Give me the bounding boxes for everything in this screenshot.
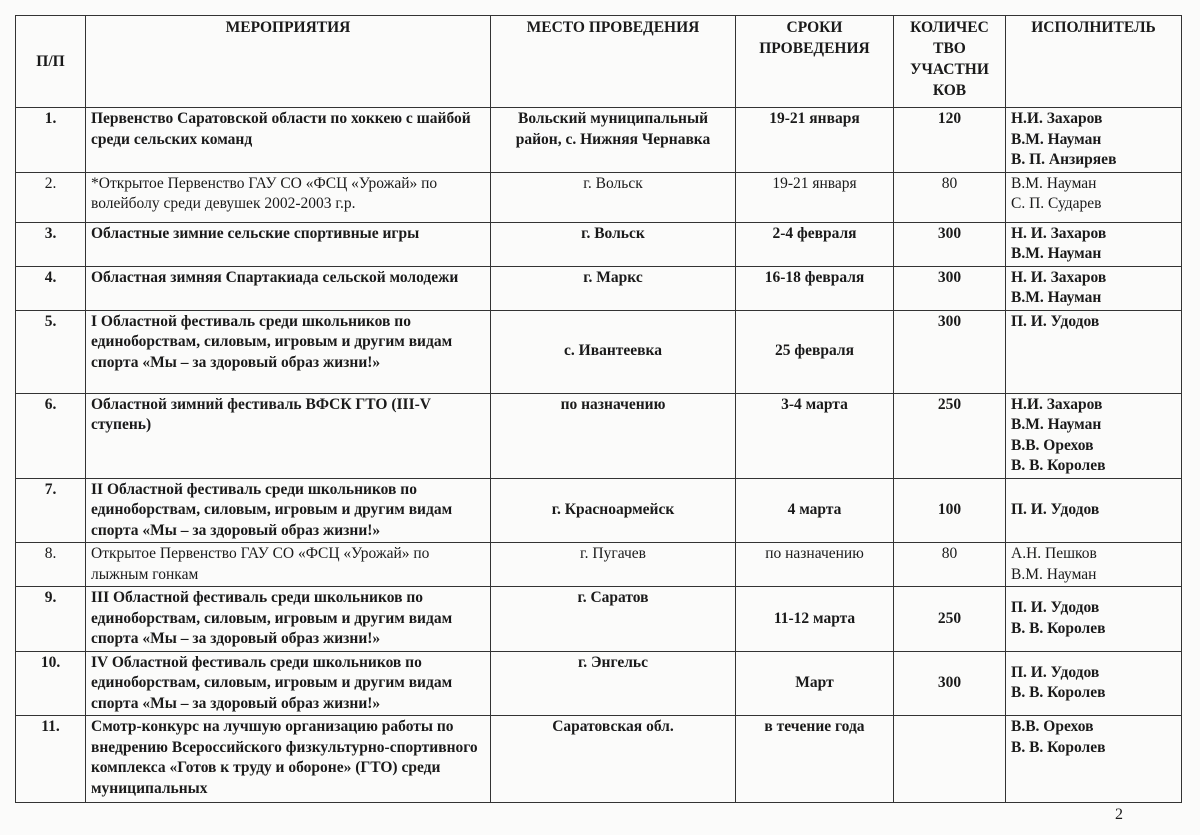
- cell-place: Саратовская обл.: [491, 716, 736, 803]
- cell-count: [894, 716, 1006, 803]
- cell-executor: П. И. Удодов В. В. Королев: [1006, 651, 1182, 716]
- cell-place: с. Ивантеевка: [491, 310, 736, 393]
- cell-dates: 11-12 марта: [736, 587, 894, 652]
- table-row: [16, 393, 1182, 478]
- header-count: КОЛИЧЕС ТВО УЧАСТНИ КОВ: [894, 16, 1006, 108]
- cell-executor: А.Н. Пешков В.М. Науман: [1006, 543, 1182, 587]
- cell-count: 80: [894, 172, 1006, 222]
- cell-count: 120: [894, 108, 1006, 173]
- cell-event: I Областной фестиваль среди школьников по единоборствам, силовым, игровым и другим видам спорта «Мы – за здоровый образ жизни!»: [86, 310, 491, 393]
- cell-executor: П. И. Удодов: [1006, 478, 1182, 543]
- cell-count: 300: [894, 651, 1006, 716]
- cell-count: 250: [894, 393, 1006, 478]
- cell-dates: 19-21 января: [736, 172, 894, 222]
- cell-executor: В.В. Орехов В. В. Королев: [1006, 716, 1182, 803]
- cell-count: 300: [894, 310, 1006, 393]
- cell-event: III Областной фестиваль среди школьников по единоборствам, силовым, игровым и другим видам спорта «Мы – за здоровый образ жизни!»: [86, 587, 491, 652]
- cell-num: 10.: [16, 651, 86, 716]
- cell-executor: Н. И. Захаров В.М. Науман: [1006, 266, 1182, 310]
- cell-dates: 19-21 января: [736, 108, 894, 173]
- cell-event: Открытое Первенство ГАУ СО «ФСЦ «Урожай» по лыжным гонкам: [86, 543, 491, 587]
- header-event: МЕРОПРИЯТИЯ: [86, 16, 491, 108]
- cell-num: 9.: [16, 587, 86, 652]
- cell-place: Вольский муниципальный район, с. Нижняя Чернавка: [491, 108, 736, 173]
- cell-executor: Н. И. Захаров В.М. Науман: [1006, 222, 1182, 266]
- page-number: 2: [1115, 806, 1123, 823]
- cell-executor: В.М. Науман С. П. Сударев: [1006, 172, 1182, 222]
- cell-event: Областные зимние сельские спортивные игры: [86, 222, 491, 266]
- cell-dates: 16-18 февраля: [736, 266, 894, 310]
- cell-dates: 4 марта: [736, 478, 894, 543]
- cell-place: г. Маркс: [491, 266, 736, 310]
- cell-dates: Март: [736, 651, 894, 716]
- cell-count: 300: [894, 222, 1006, 266]
- cell-place: г. Саратов: [491, 587, 736, 652]
- header-place: МЕСТО ПРОВЕДЕНИЯ: [491, 16, 736, 108]
- cell-dates: по назначению: [736, 543, 894, 587]
- cell-executor: Н.И. Захаров В.М. Науман В.В. Орехов В. В. Королев: [1006, 393, 1182, 478]
- cell-place: по назначению: [491, 393, 736, 478]
- cell-num: 7.: [16, 478, 86, 543]
- cell-dates: в течение года: [736, 716, 894, 803]
- table-row: [16, 266, 1182, 310]
- cell-event: Областная зимняя Спартакиада сельской молодежи: [86, 266, 491, 310]
- table-row: [16, 716, 1182, 803]
- table-row: [16, 222, 1182, 266]
- cell-num: 11.: [16, 716, 86, 803]
- cell-event: Областной зимний фестиваль ВФСК ГТО (III-V ступень): [86, 393, 491, 478]
- cell-place: г. Энгельс: [491, 651, 736, 716]
- header-dates: СРОКИ ПРОВЕДЕНИЯ: [736, 16, 894, 108]
- cell-dates: 3-4 марта: [736, 393, 894, 478]
- cell-count: 300: [894, 266, 1006, 310]
- cell-num: 1.: [16, 108, 86, 173]
- cell-num: 5.: [16, 310, 86, 393]
- table-row: [16, 172, 1182, 222]
- header-num: П/П: [16, 16, 86, 108]
- cell-num: 4.: [16, 266, 86, 310]
- cell-event: II Областной фестиваль среди школьников по единоборствам, силовым, игровым и другим видам спорта «Мы – за здоровый образ жизни!»: [86, 478, 491, 543]
- cell-executor: Н.И. Захаров В.М. Науман В. П. Анзиряев: [1006, 108, 1182, 173]
- cell-executor: П. И. Удодов В. В. Королев: [1006, 587, 1182, 652]
- table-row: [16, 587, 1182, 652]
- header-row: [16, 16, 1182, 108]
- table-row: [16, 108, 1182, 173]
- cell-num: 6.: [16, 393, 86, 478]
- cell-event: *Открытое Первенство ГАУ СО «ФСЦ «Урожай» по волейболу среди девушек 2002-2003 г.р.: [86, 172, 491, 222]
- cell-executor: П. И. Удодов: [1006, 310, 1182, 393]
- cell-num: 8.: [16, 543, 86, 587]
- cell-event: IV Областной фестиваль среди школьников по единоборствам, силовым, игровым и другим видам спорта «Мы – за здоровый образ жизни!»: [86, 651, 491, 716]
- cell-num: 3.: [16, 222, 86, 266]
- table-row: [16, 310, 1182, 393]
- cell-count: 100: [894, 478, 1006, 543]
- table-row: [16, 651, 1182, 716]
- cell-num: 2.: [16, 172, 86, 222]
- cell-count: 80: [894, 543, 1006, 587]
- cell-place: г. Вольск: [491, 222, 736, 266]
- cell-dates: 25 февраля: [736, 310, 894, 393]
- table-row: [16, 543, 1182, 587]
- cell-event: Смотр-конкурс на лучшую организацию работы по внедрению Всероссийского физкультурно-спортивного комплекса «Готов к труду и обороне» (ГТО) среди муниципальных: [86, 716, 491, 803]
- cell-count: 250: [894, 587, 1006, 652]
- cell-place: г. Вольск: [491, 172, 736, 222]
- cell-place: г. Красноармейск: [491, 478, 736, 543]
- table-row: [16, 478, 1182, 543]
- events-table: [15, 15, 1182, 803]
- header-executor: ИСПОЛНИТЕЛЬ: [1006, 16, 1182, 108]
- cell-dates: 2-4 февраля: [736, 222, 894, 266]
- cell-place: г. Пугачев: [491, 543, 736, 587]
- cell-event: Первенство Саратовской области по хоккею с шайбой среди сельских команд: [86, 108, 491, 173]
